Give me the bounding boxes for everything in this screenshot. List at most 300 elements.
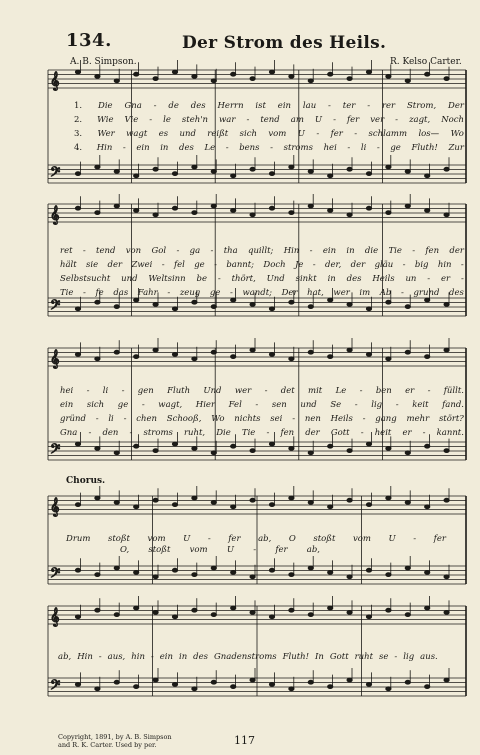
note-head [192,300,197,304]
note-head [366,70,371,74]
clef-symbol: 𝄢 [50,677,61,696]
note-head [366,568,371,572]
note-head [75,206,80,210]
lyric-syllable: - [460,274,464,284]
note-head [153,348,158,352]
lyric-syllable: gläu [374,260,394,270]
note-head [347,449,352,453]
lyric-syllable: hat, [307,288,324,298]
lyric-syllable: am [290,115,304,125]
lyric-syllable: - [123,414,127,424]
lyric-syllable: vom [189,545,208,555]
note-head [366,442,371,446]
lyric-syllable: ein [136,143,150,153]
lyric-syllable: le [163,115,171,125]
lyric-syllable: sen [271,400,287,410]
lyric-syllable: ben [375,386,392,396]
lyric-line [60,288,464,298]
note-head [211,170,216,174]
note-head [444,77,449,81]
note-head [114,79,119,83]
lyric-syllable: fer [330,129,343,139]
lyric-syllable: reißt [207,129,229,139]
lyric-syllable: von [125,246,142,256]
note-head [444,611,449,615]
lyric-syllable: - [264,386,268,396]
note-head [114,680,119,684]
lyric-syllable: in [160,143,169,153]
lyric-syllable: Gna [124,101,142,111]
lyric-syllable: - [129,428,133,438]
note-head [347,678,352,682]
lyric-syllable: O [288,534,296,544]
note-head [153,303,158,307]
lyric-syllable: der [350,260,366,270]
note-head [425,685,430,689]
lyric-syllable: des [190,101,206,111]
lyric-syllable: in [346,246,355,256]
lyric-syllable: kannt. [436,428,464,438]
lyric-syllable: - [328,101,331,111]
lyric-syllable: wer [333,288,350,298]
note-head [95,75,100,79]
lyric-syllable: ge [117,400,129,410]
lyric-syllable: hin [437,260,452,270]
lyric-syllable: hei [323,143,337,153]
note-head [347,213,352,217]
lyric-syllable: war [219,115,236,125]
lyric-syllable: fer [275,545,288,555]
lyric-syllable: - [359,386,363,396]
lyric-syllable: - [376,143,380,153]
note-head [134,571,139,575]
note-head [172,70,177,74]
lyric-syllable: de [168,101,179,111]
lyric-syllable: Und [266,274,285,284]
note-head [289,573,294,577]
lyric-syllable: - [95,414,99,424]
note-head [95,357,100,361]
note-head [114,170,119,174]
lyric-syllable: sinkt [295,274,317,284]
lyric-syllable: Gnadenstroms [214,652,277,662]
lyric-syllable: - [246,115,250,125]
lyric-syllable: Tie [388,246,402,256]
note-head [328,209,333,213]
lyric-syllable: tha [223,246,238,256]
clef-symbol: 𝄢 [50,297,61,316]
note-head [134,505,139,509]
lyric-line [60,428,464,438]
lyric-syllable: Die [98,101,113,111]
note-head [231,355,236,359]
note-head [172,172,177,176]
lyric-syllable: Le [335,386,347,396]
lyric-syllable: rer [381,101,396,111]
note-head [444,303,449,307]
note-head [405,204,410,208]
note-head [231,571,236,575]
note-head [75,615,80,619]
note-head [405,501,410,505]
note-head [75,307,80,311]
lyric-syllable: - [309,246,313,256]
lyric-syllable: zeug [179,288,201,298]
note-head [114,451,119,455]
lyric-syllable: - [176,246,180,256]
note-head [211,680,216,684]
note-head [444,167,449,171]
note-head [405,566,410,570]
lyric-syllable: O, [120,545,130,555]
note-head [366,503,371,507]
lyric-syllable: des [193,652,209,662]
lyric-syllable: schlamm [368,129,408,139]
lyric-syllable: - [210,246,214,256]
lyric-syllable: wagt [126,129,148,139]
note-head [153,611,158,615]
lyric-syllable: - [427,274,431,284]
note-head [153,678,158,682]
lyric-syllable: Doch [263,260,286,270]
lyric-syllable: chen [136,414,157,424]
note-head [250,77,255,81]
note-head [425,298,430,302]
lyric-syllable: - [82,246,86,256]
lyric-syllable: zagt, [409,115,431,125]
lyric-syllable: - [354,400,358,410]
note-head [114,204,119,208]
clef-symbol: 𝄞 [50,607,60,626]
lyric-syllable: - [88,428,92,438]
lyric-syllable: se [379,652,389,662]
lyric-syllable: Der [281,288,298,298]
note-head [172,683,177,687]
clef-symbol: 𝄞 [50,497,60,516]
note-head [153,213,158,217]
note-head [231,174,236,178]
note-head [425,174,430,178]
lyric-syllable: - [395,400,399,410]
note-head [95,687,100,691]
note-head [405,451,410,455]
lyric-syllable: bannt; [226,260,255,270]
lyric-syllable: Wo [211,414,225,424]
lyric-syllable: Vie [124,115,139,125]
lyric-syllable: Wie [97,115,114,125]
lyric-syllable: des [449,288,464,298]
note-head [153,77,158,81]
lyric-syllable: ein [60,400,74,410]
chorus-lyric-line [58,652,438,662]
lyric-line [74,115,464,125]
note-head [114,350,119,354]
note-head [250,678,255,682]
clef-symbol: 𝄞 [50,205,60,224]
lyric-syllable: es [158,129,169,139]
lyric-syllable: fer [228,534,241,544]
verse-number: 2. [74,115,83,125]
lyric-syllable: - [121,386,125,396]
lyric-syllable: thört, [231,274,256,284]
lyric-syllable: fand. [442,400,464,410]
lyric-syllable: - [122,143,126,153]
lyric-syllable: Ab [379,288,392,298]
note-head [366,172,371,176]
note-head [172,442,177,446]
lyric-syllable: wagt, [158,400,183,410]
note-head [386,300,391,304]
note-head [250,213,255,217]
lyric-syllable: - [354,129,358,139]
lyric-syllable: - [225,143,229,153]
note-head [308,305,313,309]
lyric-syllable: sich [239,129,257,139]
note-head [347,348,352,352]
note-head [425,571,430,575]
note-head [211,501,216,505]
lyric-syllable: Tie [241,428,256,438]
lyric-syllable: - [86,386,90,396]
note-head [269,70,274,74]
note-head [192,608,197,612]
note-head [153,498,158,502]
lyric-syllable: Wo [450,129,464,139]
lyric-syllable: - [460,260,464,270]
note-head [347,303,352,307]
lyric-syllable: det [280,386,295,396]
lyric-syllable: lau [302,101,317,111]
lyric-syllable: und [179,129,196,139]
note-head [425,355,430,359]
note-head [405,79,410,83]
lyric-syllable: - [270,143,273,153]
note-head [347,498,352,502]
clef-symbol: 𝄢 [50,441,61,460]
note-head [328,606,333,610]
lyric-syllable: - [266,428,270,438]
lyric-syllable: Se [330,400,342,410]
note-head [172,353,177,357]
lyric-syllable: Gott [330,428,350,438]
note-head [192,687,197,691]
lyric-syllable: hei [60,386,74,396]
note-head [328,444,333,448]
lyric-syllable: Wer [97,129,115,139]
note-head [172,568,177,572]
lyric-syllable: lig [371,400,383,410]
lyric-line [74,143,464,153]
lyric-syllable: ab, [258,534,272,544]
lyric-syllable: vom [268,129,287,139]
lyric-syllable: ge [390,143,401,153]
lyric-syllable: ter [342,101,356,111]
note-head [366,683,371,687]
note-head [134,209,139,213]
lyric-syllable: und [121,274,138,284]
lyric-line [60,260,464,270]
lyric-syllable: be [196,274,207,284]
lyric-syllable: - [413,534,417,544]
clef-symbol: 𝄞 [50,71,60,90]
lyric-syllable: stroms [283,143,313,153]
note-head [444,213,449,217]
lyric-syllable: ge [209,288,221,298]
note-head [405,305,410,309]
lyric-syllable: - [292,414,296,424]
lyric-syllable: Fahr [137,288,158,298]
lyric-syllable: wer [234,386,252,396]
note-head [308,680,313,684]
note-head [289,687,294,691]
lyric-syllable: Und [203,386,222,396]
lyric-syllable: ab, [306,545,320,555]
lyric-syllable: - [153,101,157,111]
lyric-syllable: vom [352,534,371,544]
lyric-syllable: ab, [58,652,72,662]
note-head [75,70,80,74]
verse-number: 4. [74,143,83,153]
note-head [172,307,177,311]
lyric-syllable: - [255,400,259,410]
note-head [134,444,139,448]
lyric-syllable: Drum [66,534,91,544]
note-head [250,303,255,307]
lyric-syllable: den [102,428,119,438]
note-head [250,167,255,171]
lyric-syllable: lig [403,652,415,662]
lyric-syllable: Gol [151,246,167,256]
lyric-syllable: der [449,246,464,256]
lyric-syllable: Fel [228,400,242,410]
lyric-syllable: Heils [372,274,395,284]
note-head [444,498,449,502]
hymn-title: Der Strom des Heils. [182,33,387,53]
lyric-syllable: U [297,129,305,139]
lyric-syllable: quillt; [248,246,274,256]
lyric-syllable: - [427,386,431,396]
note-head [192,75,197,79]
note-head [386,608,391,612]
lyric-syllable: sich [86,400,105,410]
lyric-syllable: - [347,143,351,153]
note-head [211,204,216,208]
lyric-syllable: Der [448,101,464,111]
note-head [425,606,430,610]
lyric-syllable: stoßt [148,545,171,555]
note-head [134,72,139,76]
note-head [95,165,100,169]
note-head [134,606,139,610]
lyric-syllable: hält [60,260,77,270]
lyric-syllable: keit [412,400,429,410]
lyric-syllable: grund [413,288,440,298]
lyric-syllable: ge [194,260,205,270]
note-head [328,505,333,509]
lyric-syllable: füllt. [443,386,464,396]
lyric-syllable: - [333,115,336,125]
note-head [366,307,371,311]
note-head [250,348,255,352]
note-head [425,72,430,76]
note-head [75,172,80,176]
lyric-line [60,274,464,284]
lyric-syllable: des [179,143,194,153]
lyric-syllable: stoßt [313,534,336,544]
note-head [134,174,139,178]
note-head [347,611,352,615]
note-head [269,683,274,687]
lyric-syllable: li [102,386,109,396]
note-head [386,447,391,451]
lyric-syllable: - [167,288,171,298]
lyric-line [74,101,464,111]
note-head [231,298,236,302]
note-head [211,305,216,309]
note-head [250,498,255,502]
note-head [289,165,294,169]
lyric-syllable: - [214,260,217,270]
note-head [95,573,100,577]
note-head [231,606,236,610]
lyric-syllable: - [401,288,404,298]
lyric-syllable: ein [159,652,173,662]
lyric-syllable: - [422,428,426,438]
lyric-syllable: - [217,274,221,284]
lyric-line [60,414,464,424]
lyric-syllable: - [312,260,316,270]
lyric-syllable: Gott [329,652,349,662]
note-head [347,77,352,81]
note-head [386,687,391,691]
note-head [328,355,333,359]
lyric-syllable: Weltsinn [148,274,186,284]
note-head [192,211,197,215]
note-head [231,72,236,76]
lyric-syllable: aus. [420,652,438,662]
lyric-syllable: ein [322,246,337,256]
lyric-syllable: li [108,414,114,424]
lyric-syllable: der [107,260,123,270]
note-head [269,307,274,311]
note-head [405,170,410,174]
lyric-syllable: - [395,115,399,125]
note-head [192,447,197,451]
lyric-syllable: gang [375,414,397,424]
note-head [269,353,274,357]
note-head [95,211,100,215]
note-head [231,505,236,509]
note-head [114,305,119,309]
lyric-line [60,246,464,256]
note-head [134,355,139,359]
lyric-syllable: Fluth [167,386,191,396]
note-head [172,206,177,210]
note-head [328,174,333,178]
lyric-syllable: sei [270,414,283,424]
lyric-syllable: in [327,274,336,284]
note-head [386,75,391,79]
note-head [425,444,430,448]
lyric-syllable: ruht [354,652,374,662]
note-head [366,615,371,619]
note-head [289,608,294,612]
note-head [308,613,313,617]
lyric-syllable: In [315,652,324,662]
page-number: 117 [234,734,255,747]
lyric-syllable: Heils [330,414,353,424]
note-head [425,505,430,509]
